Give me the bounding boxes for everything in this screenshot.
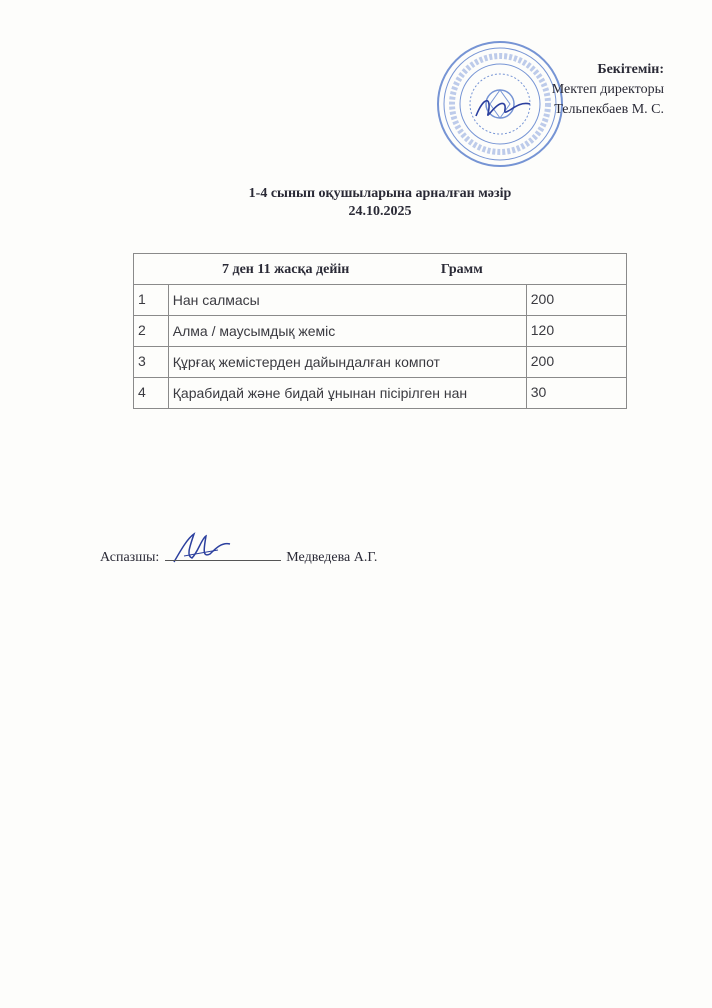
approval-block [552, 60, 664, 120]
row-dish: Құрғақ жемістерден дайындалған компот [168, 347, 526, 378]
row-grams: 120 [526, 316, 626, 347]
approval-name: Тельпекбаев М. С. [554, 102, 664, 117]
table-row [134, 378, 627, 409]
table-row [134, 347, 627, 378]
cook-name: Медведева А.Г. [286, 550, 378, 565]
row-grams: 200 [526, 347, 626, 378]
table-row [134, 316, 627, 347]
cook-block [100, 547, 377, 566]
table-row [134, 285, 627, 316]
cook-label: Аспазшы: [100, 550, 160, 565]
row-grams: 200 [526, 285, 626, 316]
approval-position: Мектеп директоры [551, 82, 664, 97]
row-number: 4 [134, 378, 169, 409]
row-grams: 30 [526, 378, 626, 409]
director-signature [470, 92, 534, 122]
row-number: 2 [134, 316, 169, 347]
menu-table [133, 253, 627, 409]
document-title: 1-4 сынып оқушыларына арналған мәзір [248, 186, 512, 201]
row-dish: Нан салмасы [168, 285, 526, 316]
row-dish: Алма / маусымдық жеміс [168, 316, 526, 347]
header-age-group: 7 ден 11 жасқа дейін [222, 262, 350, 277]
signature-line [165, 547, 281, 561]
table-header-row [134, 254, 627, 285]
row-dish: Қарабидай және бидай ұнынан пісірілген нан [168, 378, 526, 409]
header-unit: Грамм [440, 262, 483, 277]
document-date: 24.10.2025 [348, 204, 412, 219]
row-number: 1 [134, 285, 169, 316]
approval-heading: Бекітемін: [597, 62, 664, 77]
row-number: 3 [134, 347, 169, 378]
